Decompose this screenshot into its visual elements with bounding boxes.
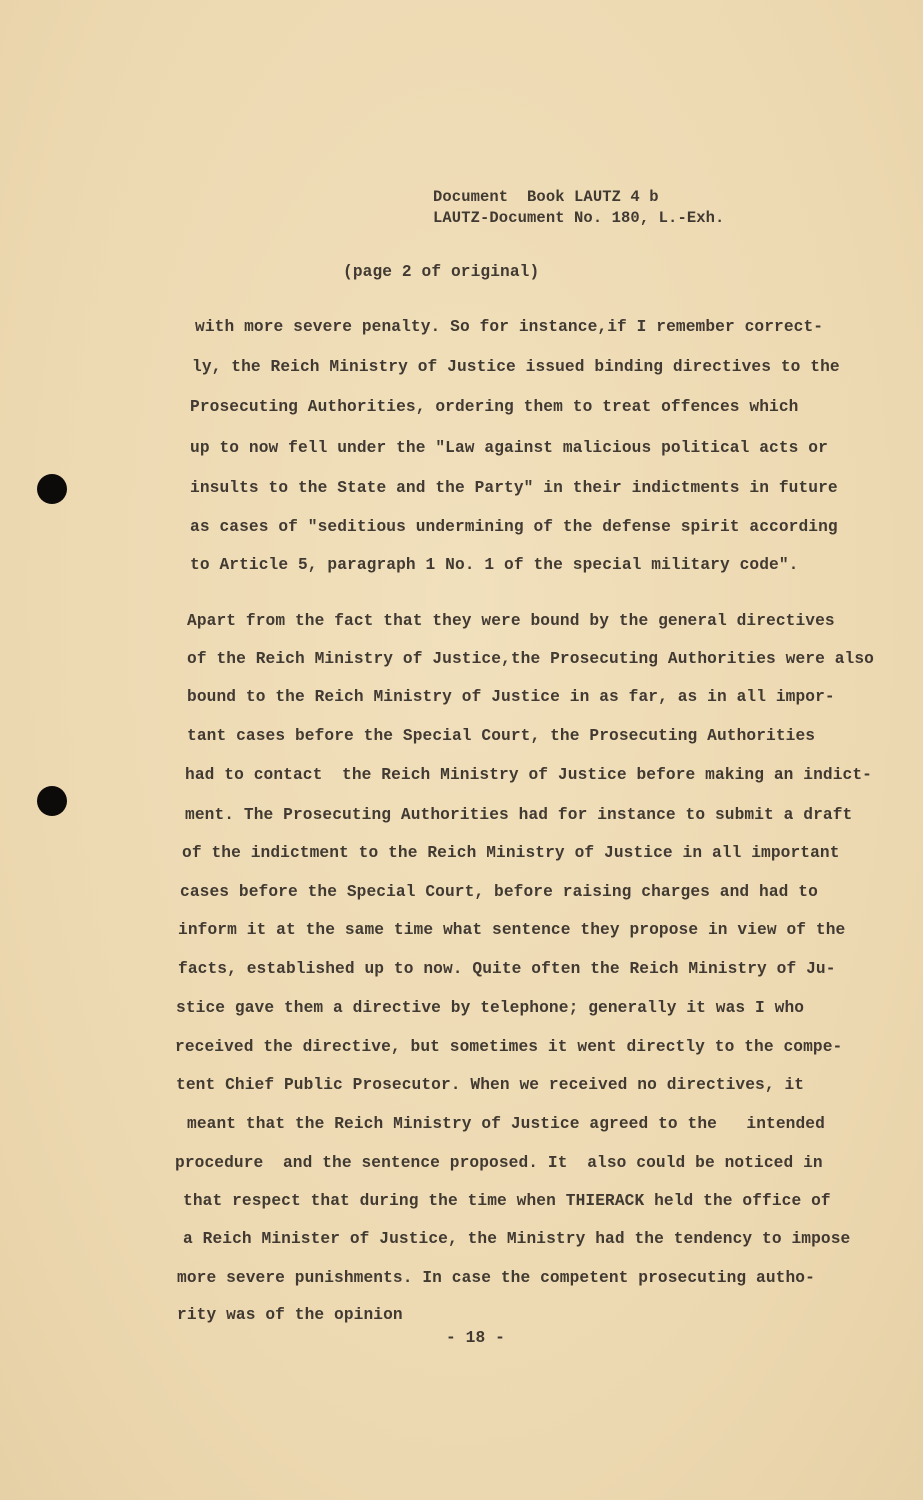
text-line: facts, established up to now. Quite often the Reich Ministry of Ju- xyxy=(178,960,836,978)
punch-hole xyxy=(37,474,67,504)
text-line: ment. The Prosecuting Authorities had for instance to submit a draft xyxy=(185,806,853,824)
text-line: cases before the Special Court, before raising charges and had to xyxy=(180,883,818,901)
text-line: tant cases before the Special Court, the Prosecuting Authorities xyxy=(187,727,816,745)
text-line: of the indictment to the Reich Ministry of Justice in all important xyxy=(182,844,840,862)
text-line: as cases of "seditious undermining of the defense spirit according xyxy=(190,518,838,536)
text-line: meant that the Reich Ministry of Justice agreed to the intended xyxy=(187,1115,825,1133)
page-note: (page 2 of original) xyxy=(343,263,540,281)
text-line: Prosecuting Authorities, ordering them to treat offences which xyxy=(190,398,799,416)
text-line: rity was of the opinion xyxy=(177,1306,403,1324)
page-number: - 18 - xyxy=(446,1329,505,1347)
text-line: more severe punishments. In case the competent prosecuting autho- xyxy=(177,1269,815,1287)
text-line: stice gave them a directive by telephone; generally it was I who xyxy=(176,999,805,1017)
text-line: to Article 5, paragraph 1 No. 1 of the special military code". xyxy=(190,556,799,574)
document-book-label: Document Book LAUTZ 4 b xyxy=(433,188,659,206)
text-line: up to now fell under the "Law against malicious political acts or xyxy=(190,439,828,457)
text-line: with more severe penalty. So for instance,if I remember correct- xyxy=(195,318,824,336)
text-line: procedure and the sentence proposed. It also could be noticed in xyxy=(175,1154,823,1172)
text-line: had to contact the Reich Ministry of Justice before making an indict- xyxy=(185,766,872,784)
text-line: received the directive, but sometimes it went directly to the compe- xyxy=(175,1038,843,1056)
text-line: bound to the Reich Ministry of Justice in as far, as in all impor- xyxy=(187,688,835,706)
text-line: of the Reich Ministry of Justice,the Prosecuting Authorities were also xyxy=(187,650,874,668)
text-line: inform it at the same time what sentence they propose in view of the xyxy=(178,921,846,939)
text-line: a Reich Minister of Justice, the Ministry had the tendency to impose xyxy=(183,1230,851,1248)
text-line: ly, the Reich Ministry of Justice issued binding directives to the xyxy=(192,358,840,376)
text-line: tent Chief Public Prosecutor. When we received no directives, it xyxy=(176,1076,805,1094)
text-line: Apart from the fact that they were bound by the general directives xyxy=(187,612,835,630)
punch-hole xyxy=(37,786,67,816)
text-line: insults to the State and the Party" in their indictments in future xyxy=(190,479,838,497)
document-number-label: LAUTZ-Document No. 180, L.-Exh. xyxy=(433,209,725,227)
text-line: that respect that during the time when THIERACK held the office of xyxy=(183,1192,831,1210)
